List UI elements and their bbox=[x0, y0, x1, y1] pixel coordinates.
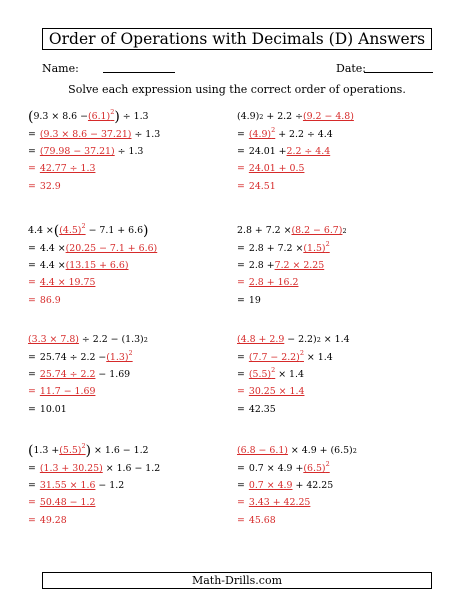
problem-8-step-4: = 3.43 + 42.25 bbox=[237, 497, 311, 509]
problem-8-step-2: = 0.7 × 4.9 + $(6.5)^2$ bbox=[237, 460, 330, 475]
problem-7-step-3: = 31.55 × 1.6 − 1.2 bbox=[28, 480, 125, 492]
footer-site-link[interactable]: Math-Drills.com bbox=[42, 572, 432, 589]
problem-1-step-2: = (9.3 × 8.6 − 37.21) ÷ 1.3 bbox=[28, 129, 161, 141]
problem-4 bbox=[237, 221, 347, 309]
problem-2 bbox=[237, 107, 354, 195]
problem-1 bbox=[28, 107, 160, 195]
problem-5 bbox=[28, 330, 148, 418]
problem-2-step-5: = 24.51 bbox=[237, 180, 276, 192]
problem-3-step-5: = 86.9 bbox=[28, 294, 61, 306]
problem-3-step-1: 4.4 × ( $(4.5)^2$ − 7.1 + 6.6 ) bbox=[28, 222, 149, 239]
problem-3-step-2: = 4.4 × (20.25 − 7.1 + 6.6) bbox=[28, 243, 158, 255]
problem-3 bbox=[28, 221, 157, 309]
problem-7-step-1: ( 1.3 + $(5.5)^2$ ) × 1.6 − 1.2 bbox=[28, 442, 149, 459]
problem-1-step-5: = 32.9 bbox=[28, 180, 61, 192]
problem-2-step-4: = 24.01 + 0.5 bbox=[237, 163, 305, 175]
problem-2-step-1: (4.9) 2 + 2.2 ÷ (9.2 − 4.8) bbox=[237, 111, 354, 122]
problem-6-step-1: (4.8 + 2.9 − 2.2) 2 × 1.4 bbox=[237, 334, 350, 345]
problem-2-step-3: = 24.01 + 2.2 ÷ 4.4 bbox=[237, 146, 331, 158]
problem-5-step-5: = 10.01 bbox=[28, 403, 67, 415]
problem-4-step-5: = 19 bbox=[237, 294, 261, 306]
problem-3-step-3: = 4.4 × (13.15 + 6.6) bbox=[28, 260, 129, 272]
problem-6 bbox=[237, 330, 350, 418]
problem-6-step-4: = 30.25 × 1.4 bbox=[237, 386, 305, 398]
problem-7-step-5: = 49.28 bbox=[28, 514, 67, 526]
problem-6-step-3: = $(5.5)^2$ × 1.4 bbox=[237, 366, 304, 381]
instructions: Solve each expression using the correct order of operations. bbox=[68, 83, 406, 96]
date-blank-line bbox=[364, 72, 433, 73]
problem-4-step-3: = 2.8 + 7.2 × 2.25 bbox=[237, 260, 325, 272]
problem-8 bbox=[237, 441, 357, 529]
problem-1-step-3: = (79.98 − 37.21) ÷ 1.3 bbox=[28, 146, 144, 158]
problem-4-step-4: = 2.8 + 16.2 bbox=[237, 277, 299, 289]
problem-8-step-3: = 0.7 × 4.9 + 42.25 bbox=[237, 480, 334, 492]
problem-5-step-4: = 11.7 − 1.69 bbox=[28, 386, 96, 398]
name-label: Name: bbox=[42, 62, 79, 75]
problem-7-step-4: = 50.48 − 1.2 bbox=[28, 497, 96, 509]
problem-5-step-2: = 25.74 ÷ 2.2 − $(1.3)^2$ bbox=[28, 349, 133, 364]
problem-3-step-4: = 4.4 × 19.75 bbox=[28, 277, 96, 289]
problem-8-step-5: = 45.68 bbox=[237, 514, 276, 526]
problem-8-step-1: (6.8 − 6.1) × 4.9 + (6.5) 2 bbox=[237, 445, 357, 456]
problem-4-step-1: 2.8 + 7.2 × (8.2 − 6.7) 2 bbox=[237, 225, 347, 236]
problem-1-step-4: = 42.77 ÷ 1.3 bbox=[28, 163, 96, 175]
problem-7-step-2: = (1.3 + 30.25) × 1.6 − 1.2 bbox=[28, 463, 161, 475]
problem-5-step-1: (3.3 × 7.8) ÷ 2.2 − (1.3) 2 bbox=[28, 334, 148, 345]
worksheet-title: Order of Operations with Decimals (D) Answers bbox=[42, 28, 432, 50]
problem-2-step-2: = $(4.9)^2$ + 2.2 ÷ 4.4 bbox=[237, 126, 333, 141]
problem-1-step-1: ( 9.3 × 8.6 − $(6.1)^2$ ) ÷ 1.3 bbox=[28, 108, 149, 125]
date-label: Date: bbox=[336, 62, 367, 75]
name-blank-line bbox=[103, 72, 175, 73]
problem-5-step-3: = 25.74 ÷ 2.2 − 1.69 bbox=[28, 369, 131, 381]
problem-4-step-2: = 2.8 + 7.2 × $(1.5)^2$ bbox=[237, 240, 330, 255]
problem-6-step-5: = 42.35 bbox=[237, 403, 276, 415]
problem-7 bbox=[28, 441, 160, 529]
problem-6-step-2: = $(7.7 - 2.2)^2$ × 1.4 bbox=[237, 349, 333, 364]
